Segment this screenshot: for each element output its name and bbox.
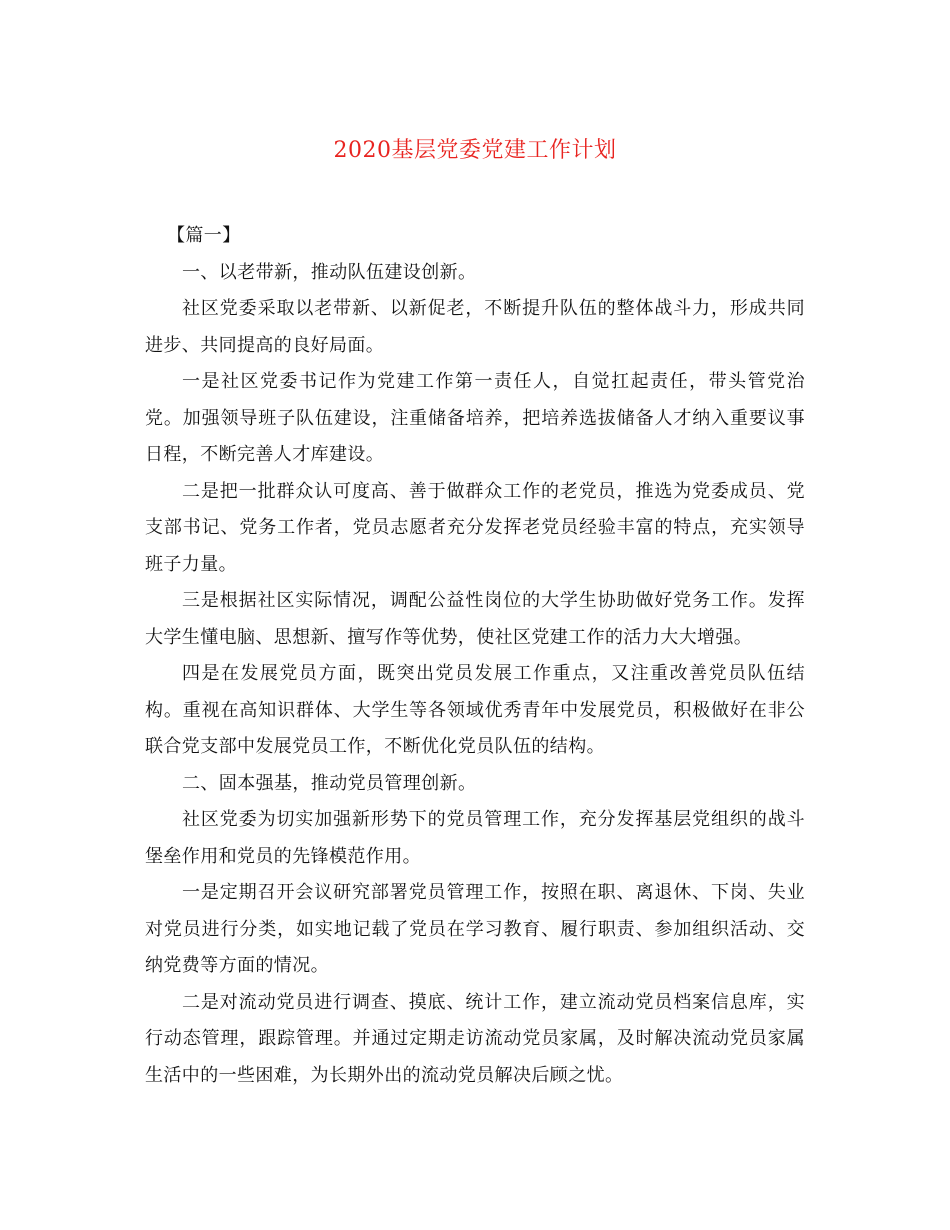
document-body xyxy=(145,218,805,1094)
paragraph: 二是把一批群众认可度高、善于做群众工作的老党员，推选为党委成员、党支部书记、党务工作者，党员志愿者充分发挥老党员经验丰富的特点，充实领导班子力量。 xyxy=(145,480,805,575)
paragraph: 社区党委采取以老带新、以新促老，不断提升队伍的整体战斗力，形成共同进步、共同提高的良好局面。 xyxy=(145,298,805,356)
paragraph: 一是定期召开会议研究部署党员管理工作，按照在职、离退休、下岗、失业对党员进行分类，如实地记载了党员在学习教育、履行职责、参加组织活动、交纳党费等方面的情况。 xyxy=(145,882,805,976)
paragraph: 四是在发展党员方面，既突出党员发展工作重点，又注重改善党员队伍结构。重视在高知识群体、大学生等各领域优秀青年中发展党员，积极做好在非公联合党支部中发展党员工作，不断优化党员队伍的结构。 xyxy=(145,663,805,757)
paragraph: 三是根据社区实际情况，调配公益性岗位的大学生协助做好党务工作。发挥大学生懂电脑、思想新、擅写作等优势，使社区党建工作的活力大大增强。 xyxy=(145,590,805,648)
paragraph: 一是社区党委书记作为党建工作第一责任人，自觉扛起责任，带头管党治党。加强领导班子队伍建设，注重储备培养，把培养选拔储备人才纳入重要议事日程，不断完善人才库建设。 xyxy=(145,371,805,465)
document-title: 2020基层党委党建工作计划 xyxy=(333,138,617,163)
paragraph: 二是对流动党员进行调查、摸底、统计工作，建立流动党员档案信息库，实行动态管理，跟踪管理。并通过定期走访流动党员家属，及时解决流动党员家属生活中的一些困难，为长期外出的流动党员解决后顾之忧。 xyxy=(145,991,805,1086)
heading-1: 一、以老带新，推动队伍建设创新。 xyxy=(182,261,477,283)
paragraph: 社区党委为切实加强新形势下的党员管理工作，充分发挥基层党组织的战斗堡垒作用和党员的先锋模范作用。 xyxy=(145,809,805,867)
section-label: 【篇一】 xyxy=(167,225,241,246)
heading-2: 二、固本强基，推动党员管理创新。 xyxy=(182,772,477,794)
